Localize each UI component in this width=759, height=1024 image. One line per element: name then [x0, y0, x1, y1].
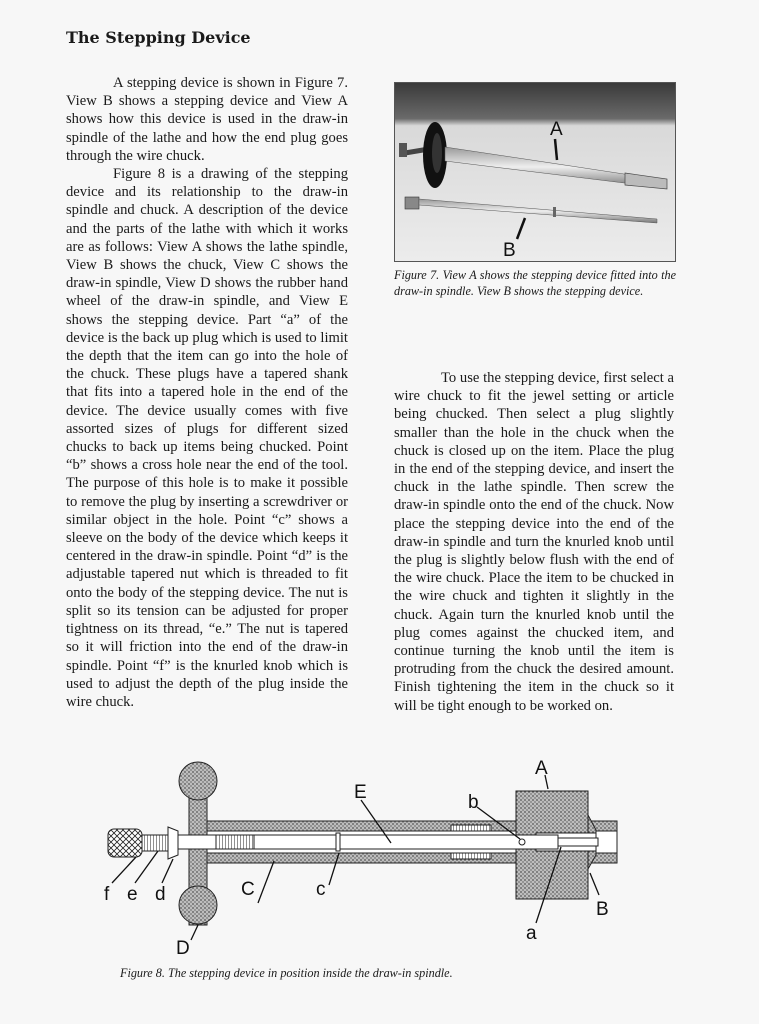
label-C: C	[241, 879, 255, 900]
label-b: b	[468, 792, 479, 813]
label-E: E	[354, 782, 367, 803]
left-paragraph-1: A stepping device is shown in Figure 7. View B shows a stepping device and View A shows how this device is used in the draw-in spindle of the lathe and how the end plug goes through the wire chuck.	[66, 75, 348, 164]
photo-label-b: B	[503, 240, 516, 261]
figure7-photo	[394, 82, 676, 262]
label-D: D	[176, 938, 190, 959]
figure8-drawing	[96, 755, 636, 965]
right-paragraph-1: To use the stepping device, first select a wire chuck to fit the jewel setting or article being chucked. Then select a plug slightly smaller than the hole in the chuck when the chuck is closed up on the item. Place the plug in the end of the stepping device, and insert the chuck in the lathe spindle. Then screw the draw-in spindle onto the end of the chuck. Now place the stepping device into the end of the draw-in spindle and turn the knurled knob until the plug is slightly below flush with the end of the wire chuck. Place the item to be chucked in the wire chuck and tighten it slightly in the chuck. Again turn the knurled knob until the plug comes against the chucked item, and continue turning the knob until the item is protruding from the chuck the desired amount. Finish tightening the item in the chuck so it will be tight enough to be worked on.	[394, 370, 674, 714]
label-B: B	[596, 899, 609, 920]
label-f: f	[104, 884, 110, 905]
label-d: d	[155, 884, 166, 905]
figure7-caption: Figure 7. View A shows the stepping device fitted into the draw-in spindle. View B shows the stepping device.	[394, 268, 676, 298]
page-heading: The Stepping Device	[66, 28, 251, 47]
figure8-caption: Figure 8. The stepping device in position inside the draw-in spindle.	[120, 966, 453, 980]
right-column	[394, 369, 674, 715]
label-e: e	[127, 884, 138, 905]
left-paragraph-2: Figure 8 is a drawing of the stepping device and its relationship to the draw-in spindle and chuck. A description of the device and the parts of the lathe with which it works are as follows: View A shows the lathe spindle, View B shows the chuck, View C shows the draw-in spindle, View D shows the rubber hand wheel of the draw-in spindle, and View E shows the stepping device. Part “a” of the device is the back up plug which is used to limit the depth that the item can go into the hole of the chuck. These plugs have a tapered shank that fits into a tapered hole in the end of the device. The device usually comes with five assorted sizes of plugs for different sized chucks to back up items being chucked. Point “b” shows a cross hole near the end of the tool. The purpose of this hole is to make it possible to remove the plug by inserting a screwdriver or similar object in the hole. Point “c” shows a sleeve on the body of the device which keeps it centered in the draw-in spindle. Point “d” is the adjustable tapered nut which is threaded to fit onto the body of the stepping device. The nut is split so its tension can be adjusted for proper tightness on its thread, “e.” The nut is tapered so it will friction into the end of the draw-in spindle. Point “f” is the knurled knob which is used to adjust the depth of the plug inside the wire chuck.	[66, 166, 348, 710]
left-column	[66, 74, 348, 711]
label-c: c	[316, 879, 326, 900]
label-a: a	[526, 923, 537, 944]
photo-label-a: A	[550, 119, 563, 140]
label-A: A	[535, 758, 548, 779]
